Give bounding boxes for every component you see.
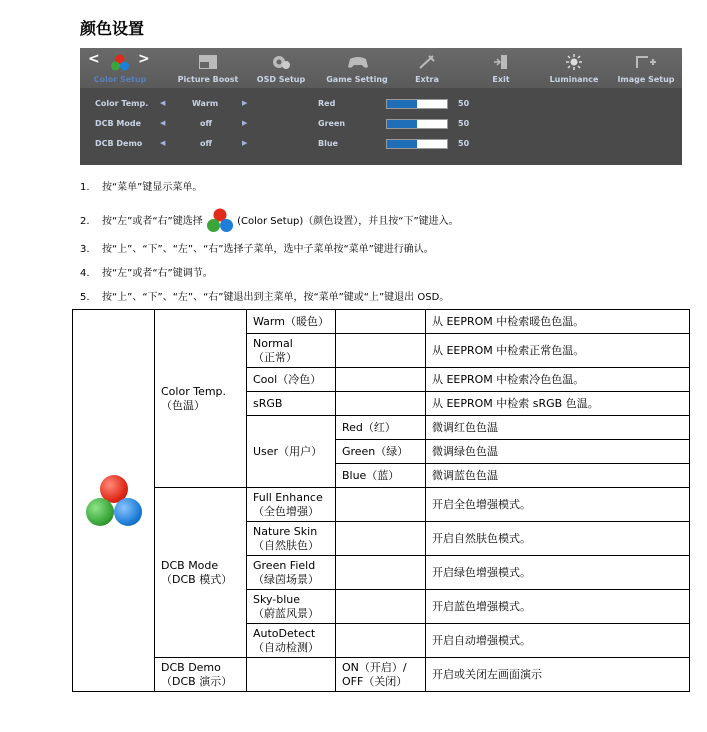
desc-cell: 开启绿色增强模式。 (425, 556, 689, 590)
osd-row-color-temp[interactable] (80, 97, 682, 111)
step-text: 按“上”、“下”、“左”、“右”选择子菜单，选中子菜单按“菜单”键进行确认。 (102, 244, 434, 255)
step-3 (80, 240, 434, 255)
right-triangle-icon[interactable]: ▶ (242, 139, 248, 147)
tab-luminance[interactable] (544, 48, 604, 88)
desc-cell: 开启或关闭左画面演示 (425, 658, 689, 692)
osd-left-arrow[interactable]: < (88, 51, 100, 67)
osd-level-value: 50 (458, 119, 470, 128)
step-1 (80, 178, 202, 193)
desc-cell: 开启蓝色增强模式。 (425, 590, 689, 624)
tab-game-setting[interactable] (320, 48, 394, 88)
step-text: 按“菜单”键显示菜单。 (102, 182, 203, 193)
desc-cell: 微调绿色色温 (425, 440, 689, 464)
step-number: 1. (80, 182, 90, 193)
sub-cell (335, 368, 425, 392)
sub-cell (335, 624, 425, 658)
icon-cell (73, 310, 155, 692)
tab-image-setup[interactable] (614, 48, 678, 88)
sub-cell (335, 522, 425, 556)
osd-level-bar[interactable] (386, 119, 448, 129)
option-cell: Normal （正常） (247, 334, 336, 368)
desc-cell: 微调蓝色色温 (425, 464, 689, 488)
osd-channel-label: Red (318, 99, 336, 108)
image-setup-icon (636, 54, 656, 70)
option-cell: Warm（暖色） (247, 310, 336, 334)
dcb-demo-label: DCB Demo （DCB 演示） (155, 658, 247, 692)
tab-label: Color Setup (93, 75, 147, 84)
gamepad-icon (347, 54, 367, 70)
sub-cell: ON（开启）/ OFF（关闭） (335, 658, 425, 692)
step-text: 按“左”或者“右”键选择 (102, 216, 203, 227)
table-row (73, 310, 690, 334)
tab-label: Extra (415, 75, 439, 84)
color-temp-label: Color Temp. （色温） (155, 310, 247, 488)
desc-cell: 从 EEPROM 中检索 sRGB 色温。 (425, 392, 689, 416)
osd-row-dcb-mode[interactable] (80, 117, 682, 131)
color-balls-icon (84, 475, 144, 527)
step-text: 按“左”或者“右”键调节。 (102, 268, 213, 279)
osd-level-bar[interactable] (386, 99, 448, 109)
desc-cell: 从 EEPROM 中检索暖色色温。 (425, 310, 689, 334)
osd-row-dcb-demo[interactable] (80, 137, 682, 151)
desc-cell: 开启自动增强模式。 (425, 624, 689, 658)
sub-cell (335, 556, 425, 590)
color-balls-icon (110, 54, 130, 70)
option-cell (247, 658, 336, 692)
tab-label: Exit (492, 75, 510, 84)
osd-level-value: 50 (458, 139, 470, 148)
desc-cell: 从 EEPROM 中检索冷色色温。 (425, 368, 689, 392)
option-cell: Cool（冷色） (247, 368, 336, 392)
osd-row-value: off (200, 119, 212, 128)
option-cell: AutoDetect （自动检测） (247, 624, 336, 658)
osd-setup-icon (271, 54, 291, 70)
osd-tab-bar (80, 48, 682, 88)
color-setup-icon (206, 208, 234, 234)
left-triangle-icon[interactable]: ◀ (160, 99, 166, 107)
osd-channel-label: Blue (318, 139, 338, 148)
option-cell: Full Enhance （全色增强） (247, 488, 336, 522)
desc-cell: 开启自然肤色模式。 (425, 522, 689, 556)
color-setup-table (72, 309, 690, 692)
osd-row-value: Warm (192, 99, 219, 108)
osd-level-value: 50 (458, 99, 470, 108)
osd-row-label: Color Temp. (95, 99, 149, 108)
step-2 (80, 208, 459, 232)
option-cell: User（用户） (247, 416, 336, 488)
tab-osd-setup[interactable] (250, 48, 312, 88)
tab-color-setup[interactable] (86, 48, 154, 88)
step-number: 4. (80, 268, 90, 279)
sub-cell (335, 310, 425, 334)
step-number: 5. (80, 292, 90, 303)
osd-menu-screenshot (80, 48, 682, 165)
table-row (73, 488, 690, 522)
sub-cell (335, 590, 425, 624)
tab-label: Game Setting (326, 75, 388, 84)
sub-cell (335, 488, 425, 522)
right-triangle-icon[interactable]: ▶ (242, 99, 248, 107)
desc-cell: 微调红色色温 (425, 416, 689, 440)
left-triangle-icon[interactable]: ◀ (160, 119, 166, 127)
step-4 (80, 264, 213, 279)
osd-right-arrow[interactable]: > (138, 51, 150, 67)
tab-label: Picture Boost (177, 75, 239, 84)
left-triangle-icon[interactable]: ◀ (160, 139, 166, 147)
step-number: 3. (80, 244, 90, 255)
sub-cell (335, 334, 425, 368)
exit-icon (491, 54, 511, 70)
page-title: 颜色设置 (80, 19, 145, 38)
sub-cell: Blue（蓝） (335, 464, 425, 488)
sub-cell: Green（绿） (335, 440, 425, 464)
luminance-icon (564, 54, 584, 70)
osd-level-fill (387, 140, 417, 148)
tab-picture-boost[interactable] (172, 48, 244, 88)
osd-row-label: DCB Demo (95, 139, 143, 148)
option-cell: Sky-blue （蔚蓝风景） (247, 590, 336, 624)
osd-level-fill (387, 120, 417, 128)
osd-row-value: off (200, 139, 212, 148)
table-row (73, 658, 690, 692)
osd-channel-label: Green (318, 119, 346, 128)
osd-level-bar[interactable] (386, 139, 448, 149)
option-cell: sRGB (247, 392, 336, 416)
desc-cell: 从 EEPROM 中检索正常色温。 (425, 334, 689, 368)
right-triangle-icon[interactable]: ▶ (242, 119, 248, 127)
tab-label: Luminance (549, 75, 599, 84)
osd-row-label: DCB Mode (95, 119, 142, 128)
sub-cell (335, 392, 425, 416)
option-cell: Nature Skin （自然肤色） (247, 522, 336, 556)
step-text: 按“上”、“下”、“左”、“右”键退出到主菜单，按“菜单”键或“上”键退出 OSD。 (102, 292, 450, 303)
tab-label: OSD Setup (256, 75, 306, 84)
sub-cell: Red（红） (335, 416, 425, 440)
dcb-mode-label: DCB Mode （DCB 模式） (155, 488, 247, 658)
tab-extra[interactable] (404, 48, 450, 88)
tab-exit[interactable] (478, 48, 524, 88)
option-cell: Green Field （绿茵场景） (247, 556, 336, 590)
step-number: 2. (80, 216, 90, 227)
picture-boost-icon (198, 54, 218, 70)
step-5 (80, 288, 449, 303)
desc-cell: 开启全色增强模式。 (425, 488, 689, 522)
osd-level-fill (387, 100, 417, 108)
extra-icon (417, 54, 437, 70)
step-text: (Color Setup)（颜色设置），并且按“下”键进入。 (237, 216, 459, 227)
tab-label: Image Setup (617, 75, 675, 84)
